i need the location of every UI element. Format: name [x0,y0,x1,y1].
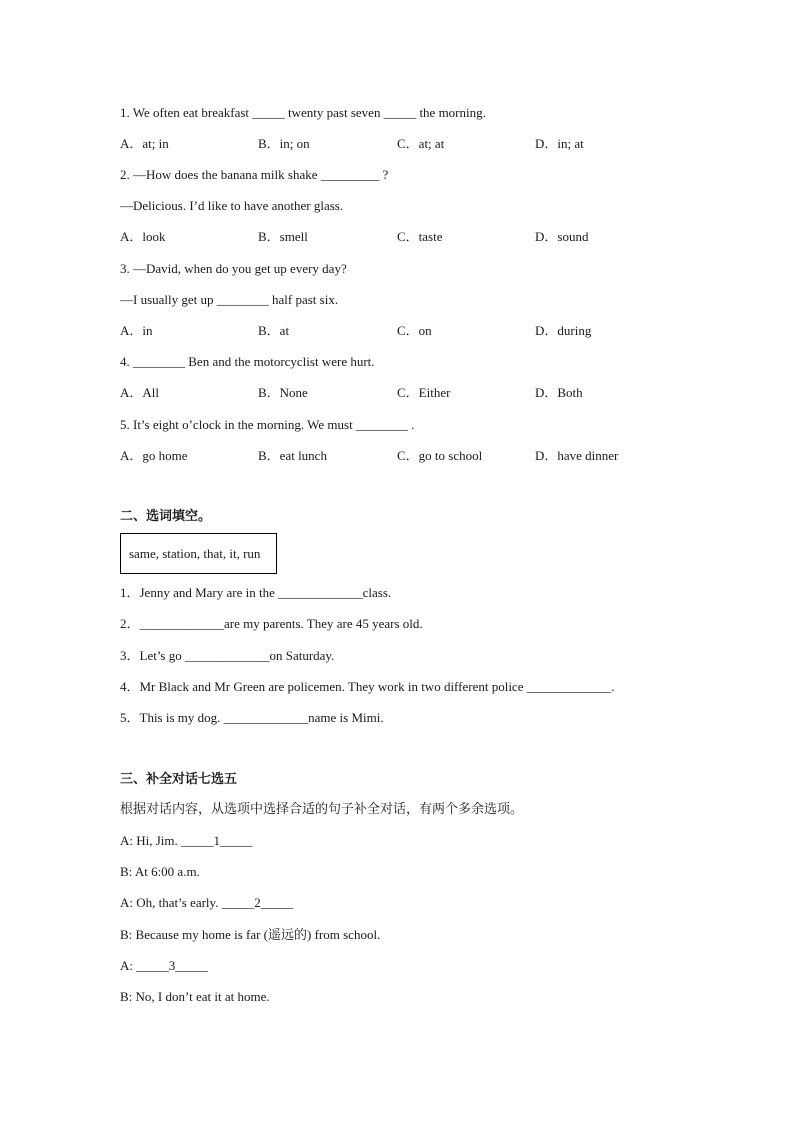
question-3-options [120,323,680,339]
word-box-text: same, station, that, it, run [129,545,261,561]
dialogue-line-6: B: No, I don’t eat it at home. [120,989,270,1004]
section-2-title: 二、选词填空。 [120,509,212,524]
option-a: A．All [120,385,160,400]
option-d: D．during [535,323,592,338]
option-d: D．in; at [535,136,584,151]
option-a: A．go home [120,448,188,463]
option-c: C．at; at [397,136,445,151]
option-c: C．Either [397,385,451,400]
question-4-stem: 4. ________ Ben and the motorcyclist were hurt. [120,354,375,369]
option-b: B．at [258,323,290,338]
option-d: D．sound [535,229,589,244]
fill-item-3: 3．Let’s go _____________on Saturday. [120,648,335,663]
fill-item-2: 2．_____________are my parents. They are 45 years old. [120,616,423,631]
fill-item-5: 5．This is my dog. _____________name is Mimi. [120,710,384,725]
option-c: C．go to school [397,448,483,463]
option-c: C．taste [397,229,443,244]
question-5-stem: 5. It’s eight o’clock in the morning. We must ________ . [120,417,415,432]
dialogue-line-1: A: Hi, Jim. _____1_____ [120,833,253,848]
option-b: B．smell [258,229,308,244]
fill-item-4: 4．Mr Black and Mr Green are policemen. They work in two different police _____________. [120,679,615,694]
dialogue-line-3: A: Oh, that’s early. _____2_____ [120,895,294,910]
option-a: A．at; in [120,136,169,151]
question-1-options [120,136,680,152]
question-4-options [120,385,680,401]
fill-item-1: 1．Jenny and Mary are in the _____________class. [120,585,392,600]
dialogue-line-2: B: At 6:00 a.m. [120,864,200,879]
section-3-instruction: 根据对话内容，从选项中选择合适的句子补全对话，有两个多余选项。 [120,802,524,817]
option-b: B．in; on [258,136,310,151]
question-5-options [120,448,680,464]
dialogue-line-5: A: _____3_____ [120,958,208,973]
question-3-stem: 3. —David, when do you get up every day? [120,261,347,276]
option-a: A．look [120,229,166,244]
option-d: D．have dinner [535,448,619,463]
question-2-stem: 2. —How does the banana milk shake _________ ? [120,167,389,182]
section-3-title: 三、补全对话七选五 [120,772,238,787]
dialogue-line-4: B: Because my home is far (遥远的) from school. [120,927,381,942]
question-1-stem: 1. We often eat breakfast _____ twenty past seven _____ the morning. [120,105,486,120]
question-3-reply: —I usually get up ________ half past six. [120,292,339,307]
option-c: C．on [397,323,432,338]
word-box [120,533,277,574]
option-d: D．Both [535,385,583,400]
question-2-options [120,229,680,245]
option-b: B．None [258,385,308,400]
question-2-reply: —Delicious. I’d like to have another glass. [120,198,344,213]
option-b: B．eat lunch [258,448,327,463]
option-a: A．in [120,323,153,338]
